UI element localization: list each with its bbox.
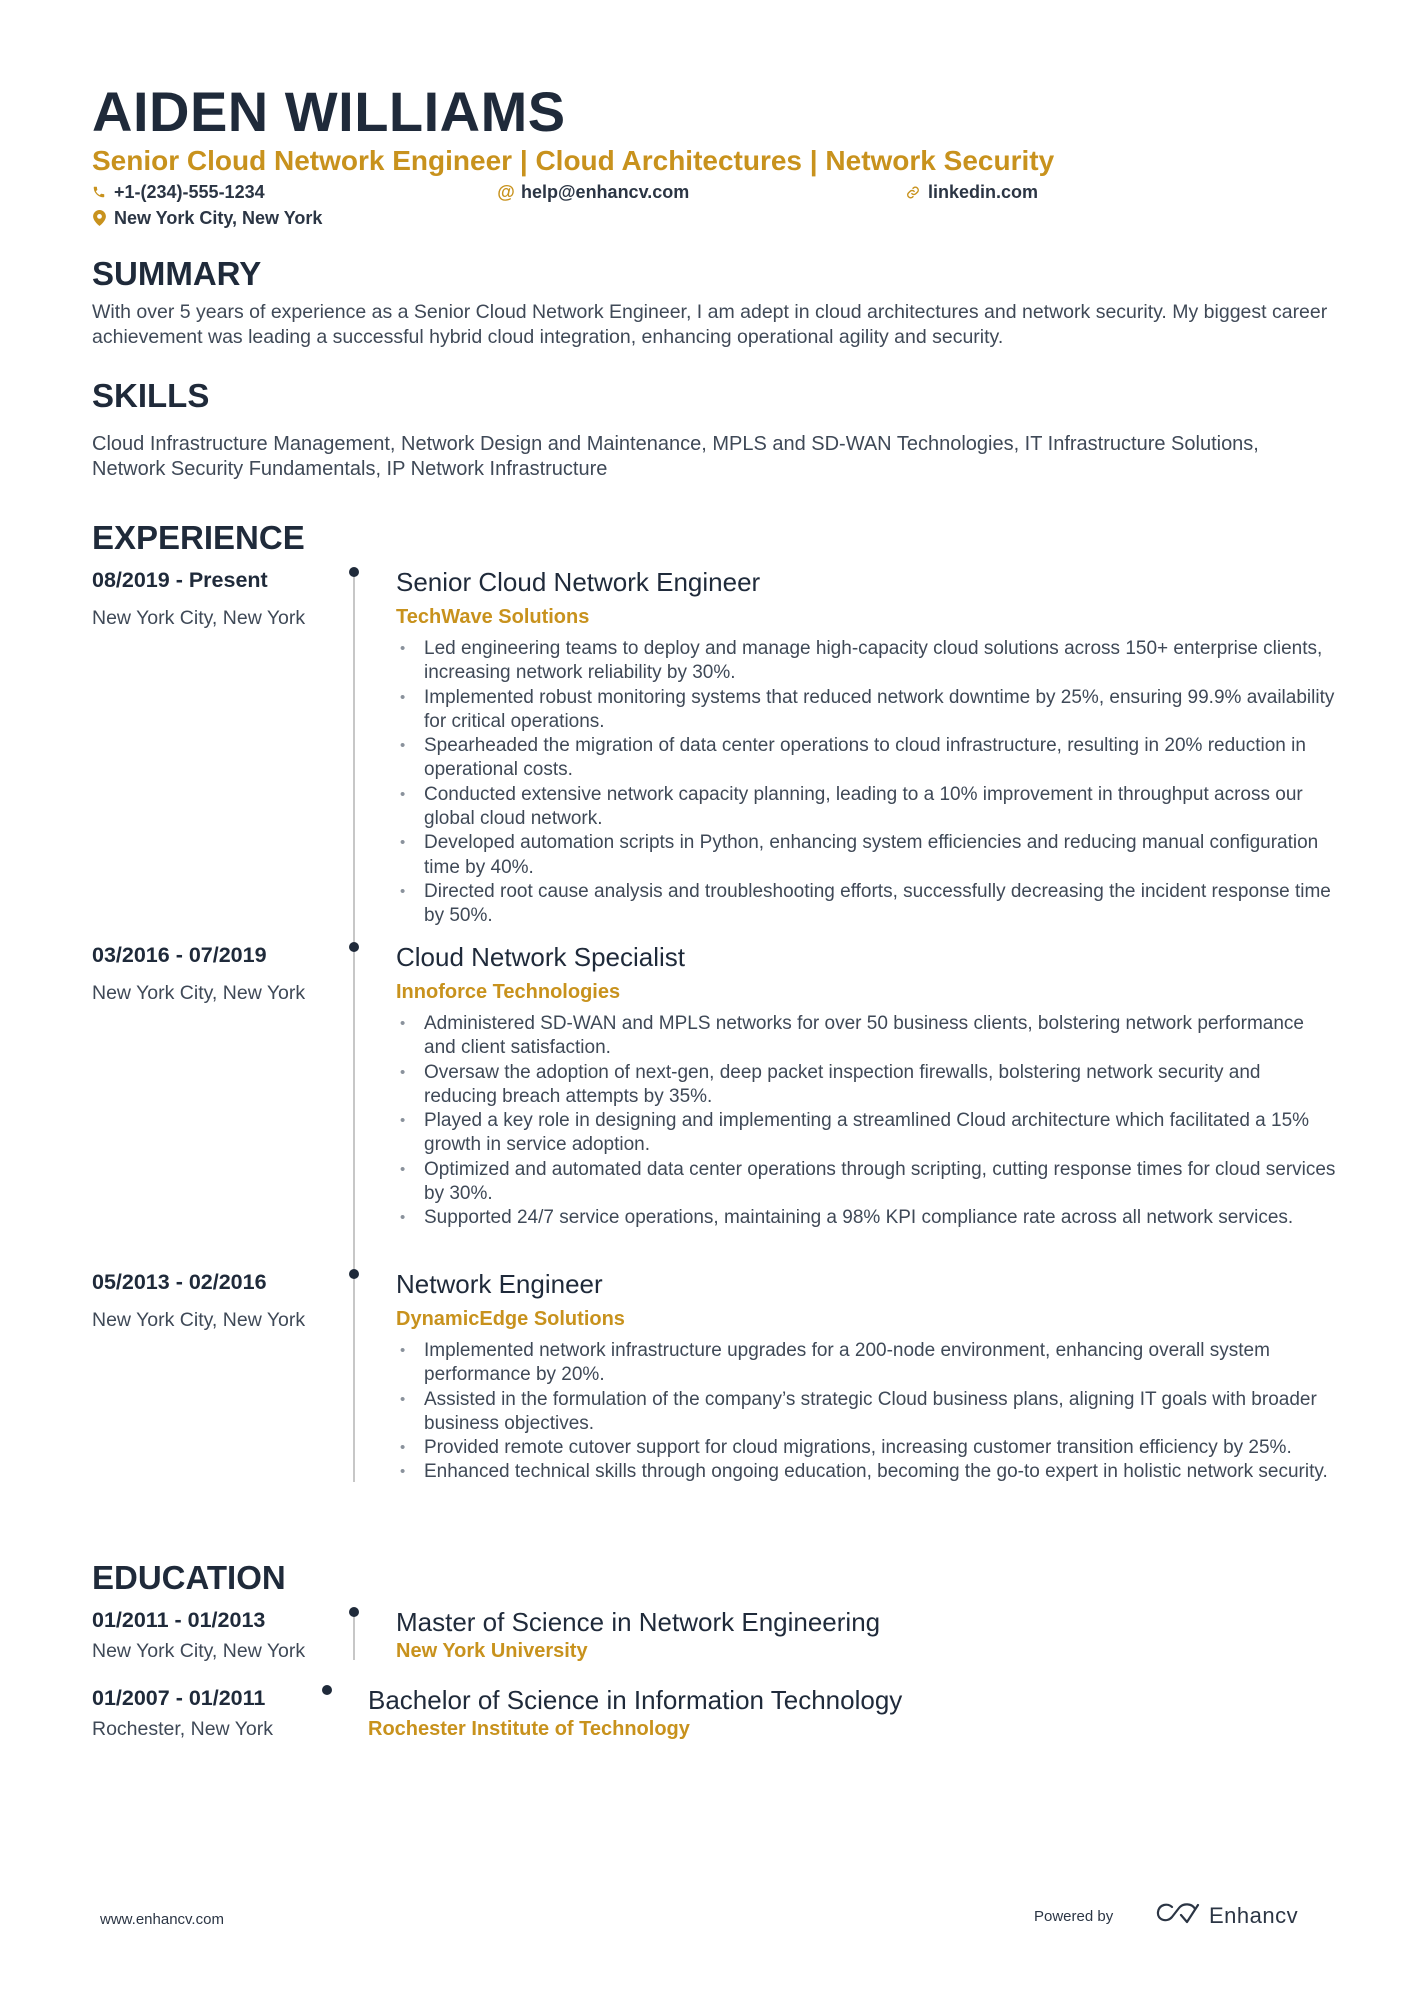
list-item: • Supported 24/7 service operations, maintaining a 98% KPI compliance rate across all network services. (396, 1206, 1336, 1230)
education-school: Rochester Institute of Technology (368, 1718, 690, 1740)
job-company: TechWave Solutions (396, 606, 590, 628)
contact-linkedin[interactable] (906, 180, 1038, 204)
link-icon (906, 183, 920, 201)
list-item: • Played a key role in designing and implementing a streamlined Cloud architecture which facilitated a 15% growth in service adoption. (396, 1109, 1336, 1158)
contact-location (92, 206, 322, 230)
timeline-dot (349, 1607, 359, 1617)
experience-timeline (353, 572, 355, 1482)
job-location: New York City, New York (92, 607, 306, 629)
timeline-dot (349, 1269, 359, 1279)
education-degree: Bachelor of Science in Information Technology (368, 1685, 903, 1715)
education-dates: 01/2011 - 01/2013 (92, 1608, 266, 1632)
list-item: • Assisted in the formulation of the company’s strategic Cloud business plans, aligning IT goals with broader business objectives. (396, 1388, 1336, 1437)
job-dates: 03/2016 - 07/2019 (92, 943, 267, 967)
skills-heading: SKILLS (92, 377, 210, 414)
list-item: • Spearheaded the migration of data center operations to cloud infrastructure, resulting in 20% reduction in operational costs. (396, 734, 1336, 783)
education-location: New York City, New York (92, 1640, 306, 1662)
job-dates: 05/2013 - 02/2016 (92, 1270, 267, 1294)
list-item: • Led engineering teams to deploy and manage high-capacity cloud solutions across 150+ enterprise clients, increasing network reliability by 30%. (396, 637, 1336, 686)
at-sign-icon: @ (497, 182, 515, 202)
experience-heading: EXPERIENCE (92, 519, 305, 556)
phone-icon (92, 183, 106, 201)
list-item: • Oversaw the adoption of next-gen, deep packet inspection firewalls, bolstering network security and reducing breach attempts by 35%. (396, 1061, 1336, 1110)
job-location: New York City, New York (92, 1309, 306, 1331)
job-location: New York City, New York (92, 982, 306, 1004)
list-item: • Implemented network infrastructure upgrades for a 200-node environment, enhancing overall system performance by 20%. (396, 1339, 1336, 1388)
skills-text: Cloud Infrastructure Management, Network Design and Maintenance, MPLS and SD-WAN Technologies, IT Infrastructure Solutions, Network Security Fundamentals, IP Network Infrastructure (92, 433, 1259, 480)
candidate-name: AIDEN WILLIAMS (92, 80, 566, 143)
enhancv-logo[interactable] (1155, 1900, 1298, 1931)
timeline-dot (349, 942, 359, 952)
list-item: • Developed automation scripts in Python, enhancing system efficiencies and reducing manual configuration time by 40%. (396, 831, 1336, 880)
list-item: • Directed root cause analysis and troubleshooting efforts, successfully decreasing the incident response time by 50%. (396, 880, 1336, 929)
candidate-headline: Senior Cloud Network Engineer | Cloud Architectures | Network Security (92, 145, 1055, 176)
list-item: • Administered SD-WAN and MPLS networks for over 50 business clients, bolstering network performance and client satisfaction. (396, 1012, 1336, 1061)
list-item: • Optimized and automated data center operations through scripting, cutting response times for cloud services by 30%. (396, 1158, 1336, 1207)
enhancv-brand-name: Enhancv (1209, 1902, 1299, 1928)
location-pin-icon (92, 209, 106, 227)
education-degree: Master of Science in Network Engineering (396, 1607, 881, 1637)
job-title: Cloud Network Specialist (396, 942, 686, 972)
list-item: • Enhanced technical skills through ongoing education, becoming the go-to expert in holistic network security. (396, 1460, 1336, 1484)
job-bullets (396, 637, 1336, 929)
job-company: DynamicEdge Solutions (396, 1308, 625, 1330)
job-title: Senior Cloud Network Engineer (396, 567, 761, 597)
education-school: New York University (396, 1640, 588, 1662)
phone-text: +1-(234)-555-1234 (114, 182, 265, 202)
email-link[interactable]: help@enhancv.com (521, 182, 690, 202)
summary-text: With over 5 years of experience as a Senior Cloud Network Engineer, I am adept in cloud architectures and network security. My biggest career achievement was leading a successful hybrid cloud integration, enhancing operational agility and security. (92, 301, 1328, 348)
job-company: Innoforce Technologies (396, 981, 621, 1003)
timeline-dot (322, 1685, 332, 1695)
job-title: Network Engineer (396, 1269, 603, 1299)
linkedin-link[interactable]: linkedin.com (928, 182, 1039, 202)
job-bullets (396, 1012, 1336, 1231)
location-text: New York City, New York (114, 208, 323, 228)
education-location: Rochester, New York (92, 1718, 274, 1740)
enhancv-logo-icon (1155, 1900, 1201, 1931)
job-bullets (396, 1339, 1336, 1485)
education-timeline (353, 1612, 355, 1660)
list-item: • Conducted extensive network capacity planning, leading to a 10% improvement in throughput across our global cloud network. (396, 783, 1336, 832)
list-item: • Provided remote cutover support for cloud migrations, increasing customer transition efficiency by 25%. (396, 1436, 1336, 1460)
job-dates: 08/2019 - Present (92, 568, 268, 592)
list-item: • Implemented robust monitoring systems that reduced network downtime by 25%, ensuring 99.9% availability for critical operations. (396, 686, 1336, 735)
powered-by-label: Powered by (1034, 1908, 1114, 1925)
summary-heading: SUMMARY (92, 255, 262, 292)
contact-phone (92, 180, 265, 204)
education-heading: EDUCATION (92, 1559, 286, 1596)
education-dates: 01/2007 - 01/2011 (92, 1686, 266, 1710)
timeline-dot (349, 567, 359, 577)
footer-website-link[interactable]: www.enhancv.com (100, 1911, 224, 1928)
contact-email[interactable] (499, 180, 689, 204)
